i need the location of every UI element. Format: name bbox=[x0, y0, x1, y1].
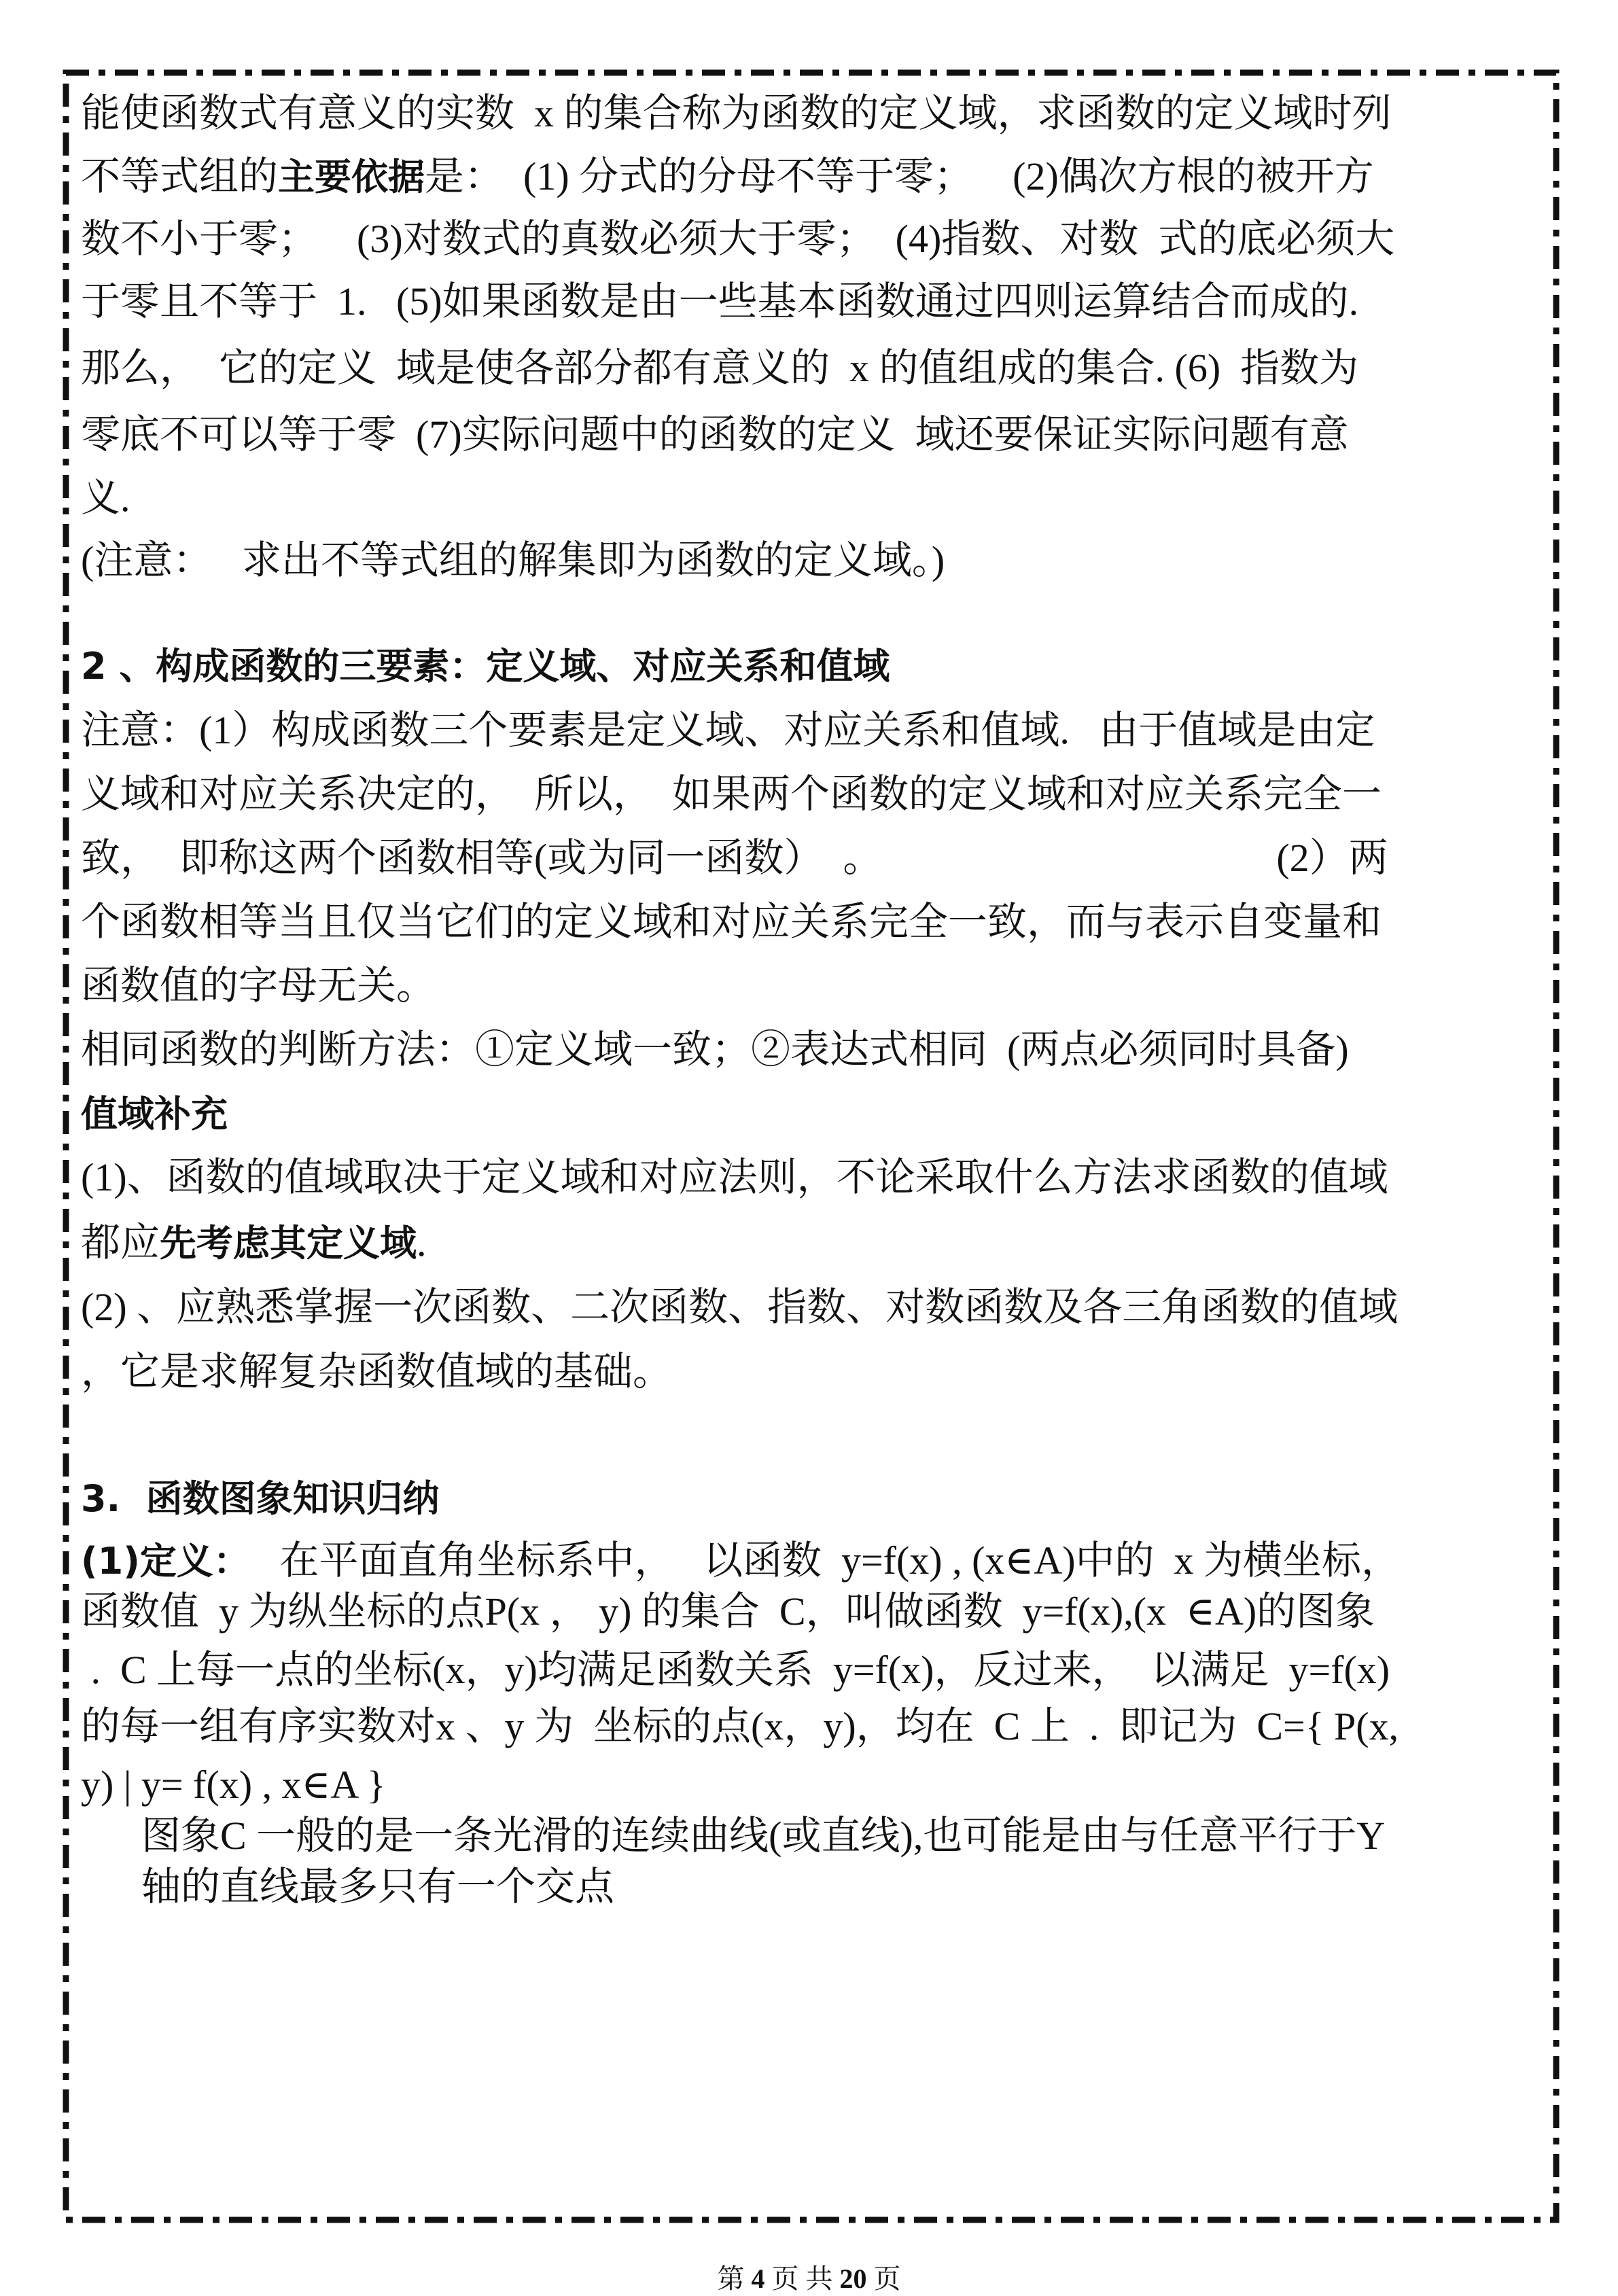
text-segment: . C 上每一点的坐标(x，y)均满足函数关系 y=f(x)，反过来， 以满足 y=f(x) bbox=[81, 1648, 1390, 1692]
text-segment: 那么， 它的定义 域是使各部分都有意义的 x 的值组成的集合. (6) 指数为 bbox=[81, 346, 1359, 390]
text-segment: (1)、函数的值域取决于定义域和对应法则，不论采取什么方法求函数的值域 bbox=[81, 1155, 1388, 1199]
text-line bbox=[81, 411, 1349, 459]
text-segment: 的每一组有序实数对x 、y 为 坐标的点(x，y)，均在 C 上 . 即记为 C={ P(x, bbox=[81, 1704, 1399, 1748]
text-line bbox=[81, 834, 1388, 882]
text-line bbox=[81, 278, 1358, 325]
text-line bbox=[81, 1474, 440, 1523]
text-line bbox=[81, 215, 1394, 263]
text-line bbox=[81, 1703, 1399, 1750]
text-line bbox=[81, 1090, 228, 1138]
text-segment: 在平面直角坐标系中， 以函数 y=f(x) , (x∈A)中的 x 为横坐标， bbox=[249, 1538, 1401, 1583]
text-line bbox=[81, 1154, 1388, 1201]
bold-text: 先考虑其定义域 bbox=[160, 1222, 417, 1265]
text-segment: 轴的直线最多只有一个交点 bbox=[141, 1865, 615, 1909]
text-segment: ，它是求解复杂函数值域的基础。 bbox=[81, 1349, 673, 1394]
footer-prefix: 第 bbox=[717, 2263, 745, 2294]
text-segment: 不等式组的 bbox=[81, 154, 279, 198]
bold-text: (1)定义： bbox=[81, 1540, 250, 1583]
text-segment: 函数值 y 为纵坐标的点P(x ， y) 的集合 C，叫做函数 y=f(x),(x ∈A)的图象 bbox=[81, 1589, 1375, 1633]
text-segment: 图象C 一般的是一条光滑的连续曲线(或直线),也可能是由与任意平行于Y bbox=[141, 1814, 1386, 1858]
footer-total-pages: 20 bbox=[839, 2263, 867, 2294]
text-line bbox=[81, 898, 1382, 946]
text-segment: 注意：(1）构成函数三个要素是定义域、对应关系和值域. 由于值域是由定 bbox=[81, 708, 1375, 752]
text-segment: (注意： 求出不等式组的解集即为函数的定义域。) bbox=[81, 538, 945, 582]
text-segment: 个函数相等当且仅当它们的定义域和对应关系完全一致，而与表示自变量和 bbox=[81, 900, 1382, 944]
text-line bbox=[81, 90, 1392, 137]
text-segment: 于零且不等于 1. (5)如果函数是由一些基本函数通过四则运算结合而成的. bbox=[81, 279, 1359, 323]
bold-text: 2 、构成函数的三要素：定义域、对应关系和值域 bbox=[81, 645, 890, 688]
bold-text: 主要依据 bbox=[278, 156, 425, 198]
text-line bbox=[141, 1863, 614, 1911]
text-segment: 函数值的字母无关。 bbox=[81, 964, 436, 1008]
text-line bbox=[81, 642, 890, 690]
text-line bbox=[81, 1219, 427, 1267]
text-line bbox=[81, 1646, 1390, 1694]
text-line bbox=[81, 707, 1375, 754]
text-segment: 数不小于零； (3)对数式的真数必须大于零； (4)指数、对数 式的底必须大 bbox=[81, 217, 1395, 261]
text-line bbox=[81, 1588, 1375, 1636]
bold-text: 值域补充 bbox=[81, 1093, 228, 1135]
text-segment: 义. bbox=[81, 476, 130, 520]
footer-mid: 页 共 bbox=[771, 2263, 833, 2294]
footer-page-number: 4 bbox=[751, 2263, 765, 2294]
footer-suffix: 页 bbox=[873, 2263, 901, 2294]
text-segment: 能使函数式有意义的实数 x 的集合称为函数的定义域，求函数的定义域时列 bbox=[81, 91, 1392, 135]
text-segment: 致， 即称这两个函数相等(或为同一函数） 。 (2）两 bbox=[81, 836, 1388, 880]
text-line bbox=[81, 1348, 672, 1396]
text-line bbox=[81, 153, 1374, 201]
text-segment: y) | y= f(x) , x∈A } bbox=[81, 1763, 386, 1807]
text-line bbox=[81, 1026, 1349, 1074]
text-line bbox=[141, 1812, 1385, 1860]
bold-text: 3. 函数图象知识归纳 bbox=[81, 1477, 440, 1520]
text-segment: 义域和对应关系决定的， 所以， 如果两个函数的定义域和对应关系完全一 bbox=[81, 772, 1382, 816]
text-segment: 是： (1) 分式的分母不等于零； (2)偶次方根的被开方 bbox=[425, 154, 1374, 198]
text-segment: 都应 bbox=[81, 1220, 160, 1265]
text-line bbox=[81, 962, 436, 1010]
text-line bbox=[81, 537, 945, 584]
text-line bbox=[81, 1284, 1398, 1331]
text-line bbox=[81, 1537, 1401, 1585]
page-footer bbox=[0, 2257, 1618, 2296]
text-line bbox=[81, 771, 1382, 818]
text-line bbox=[81, 474, 130, 522]
text-line bbox=[81, 1761, 386, 1809]
text-line bbox=[81, 345, 1358, 392]
text-segment: . bbox=[417, 1220, 427, 1265]
text-segment: (2) 、应熟悉掌握一次函数、二次函数、指数、对数函数及各三角函数的值域 bbox=[81, 1285, 1399, 1329]
text-segment: 零底不可以等于零 (7)实际问题中的函数的定义 域还要保证实际问题有意 bbox=[81, 412, 1349, 457]
text-segment: 相同函数的判断方法：①定义域一致；②表达式相同 (两点必须同时具备) bbox=[81, 1027, 1349, 1072]
